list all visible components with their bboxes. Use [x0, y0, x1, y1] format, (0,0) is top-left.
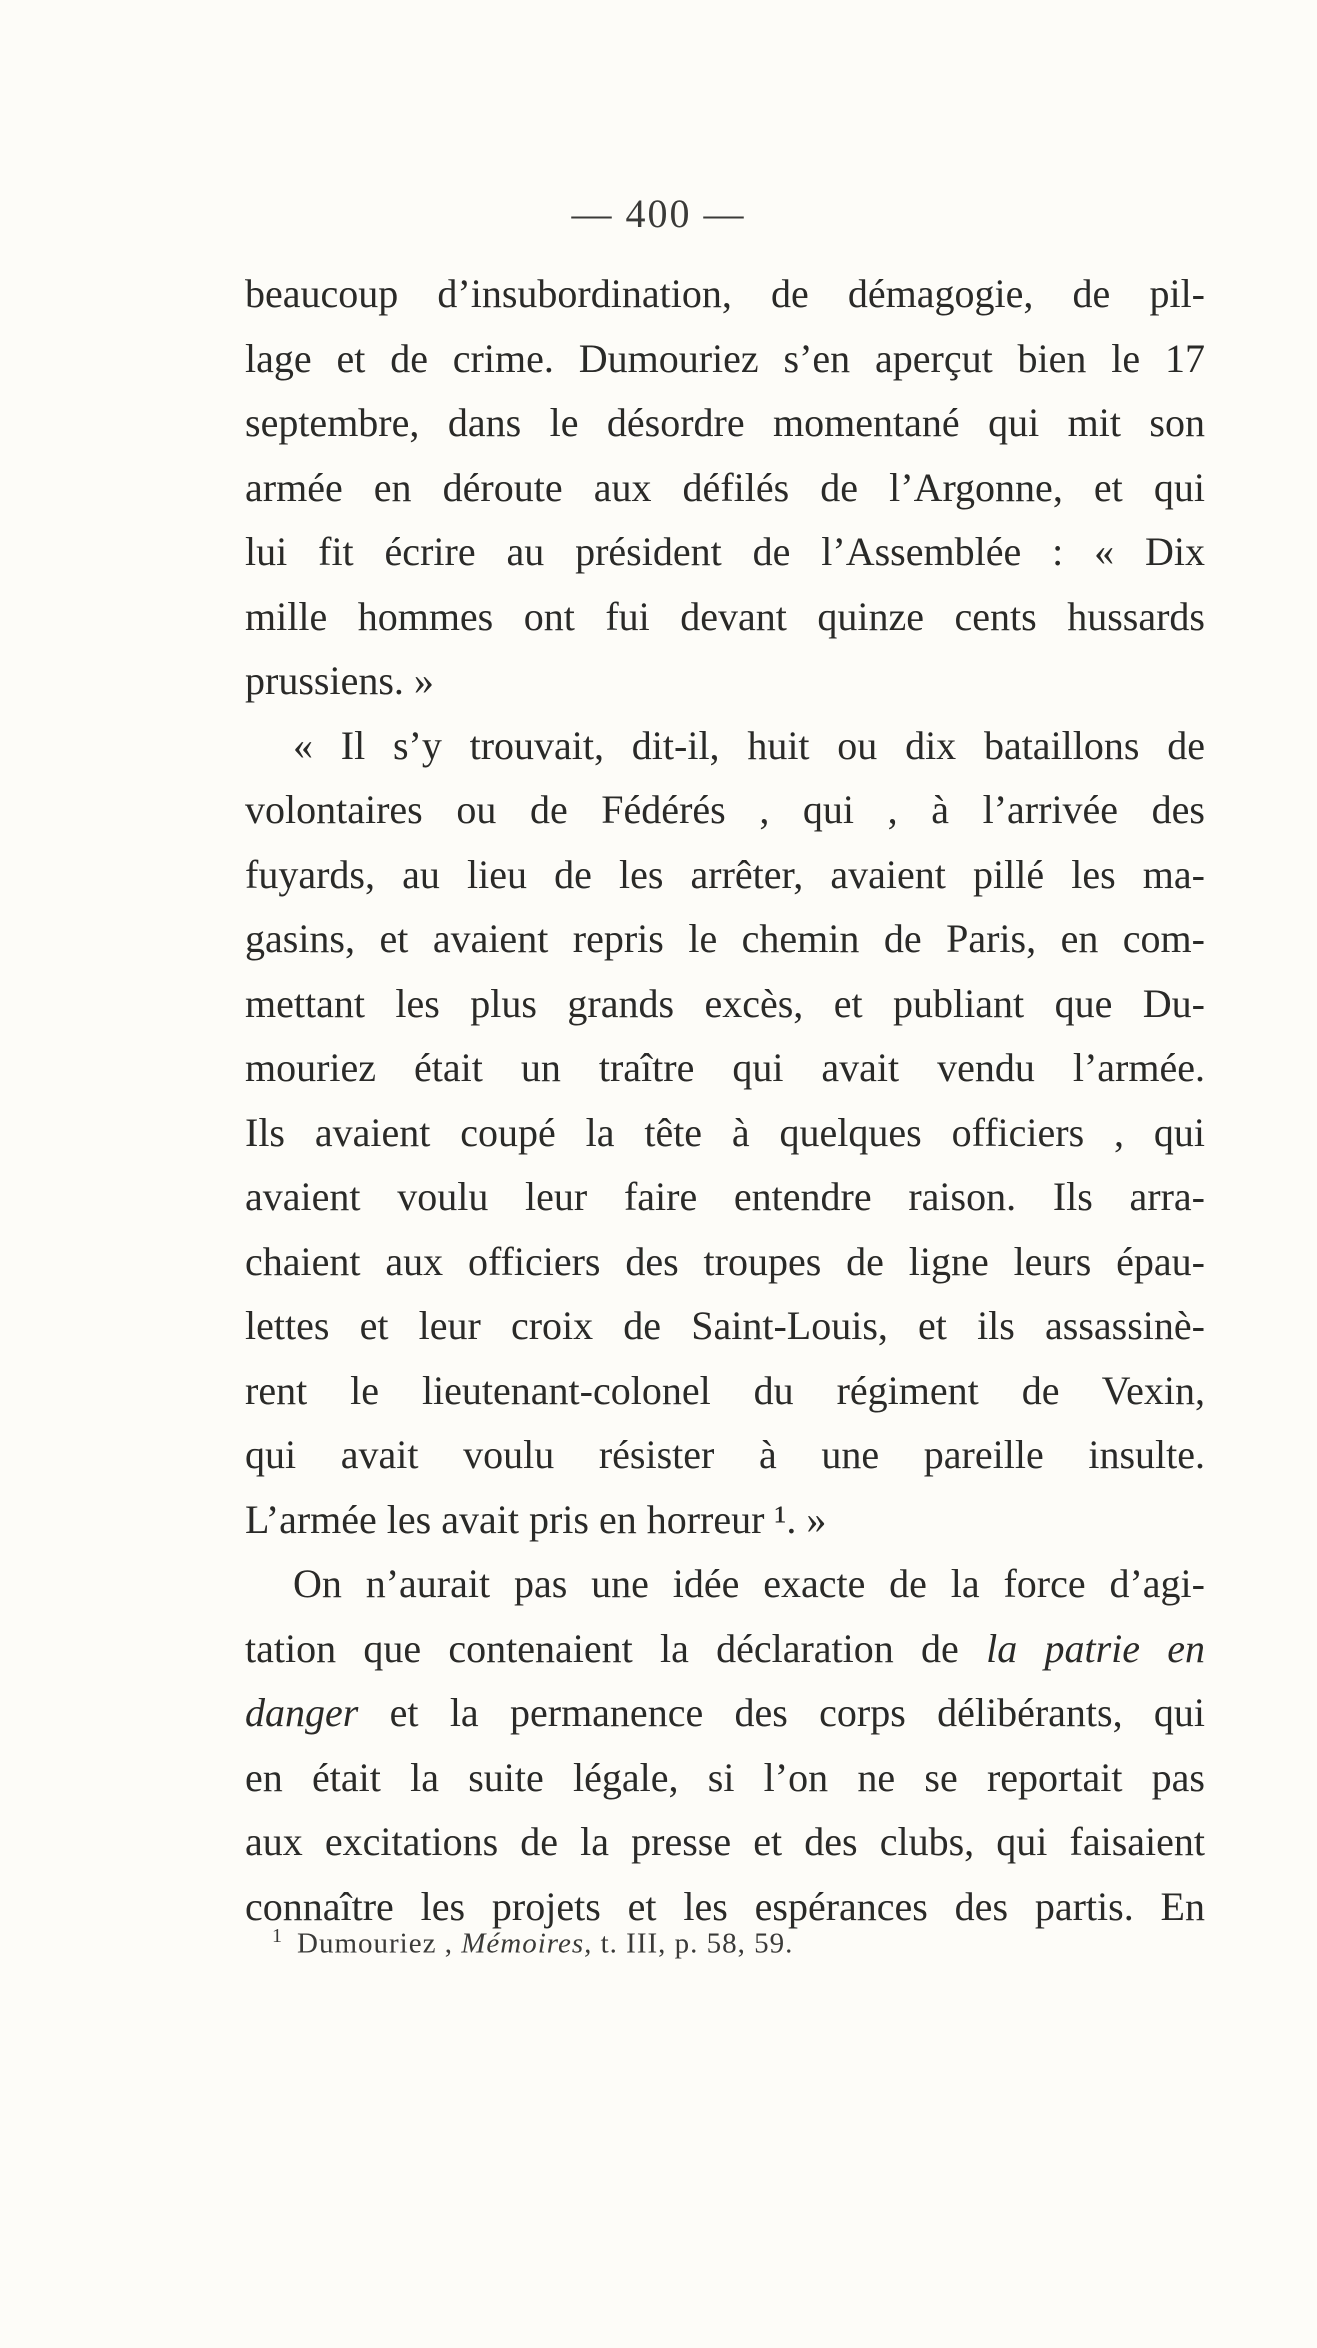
text-line: lage et de crime. Dumouriez s’en aperçut bien le 17 — [245, 335, 1205, 381]
text-line: beaucoup d’insubordination, de démagogie, de pil- — [245, 271, 1205, 316]
text-line — [245, 1617, 1205, 1682]
text-line: gasins, et avaient repris le chemin de Paris, en com- — [245, 916, 1205, 961]
text-line: mettant les plus grands excès, et publiant que Du- — [245, 980, 1205, 1026]
page-number: — 400 — — [571, 191, 746, 236]
text-line: mille hommes ont fui devant quinze cents hussards — [245, 593, 1205, 639]
text-line: prussiens. » — [245, 658, 434, 703]
text-line — [245, 1681, 1205, 1746]
body-text — [245, 262, 1205, 1939]
text-segment: et la permanence des corps délibérants, qui — [389, 1690, 1206, 1735]
text-line: « Il s’y trouvait, dit-il, huit ou dix bataillons de — [293, 722, 1205, 768]
text-line: mouriez était un traître qui avait vendu l’armée. — [245, 1045, 1205, 1090]
text-line: qui avait voulu résister à une pareille insulte. — [245, 1432, 1205, 1477]
text-line: armée en déroute aux défilés de l’Argonne, et qui — [245, 464, 1205, 510]
italic-phrase: la patrie en — [986, 1625, 1206, 1671]
text-line: avaient voulu leur faire entendre raison. Ils arra- — [245, 1174, 1205, 1219]
text-line: L’armée les avait pris en horreur ¹. » — [245, 1496, 827, 1542]
footnote-work: Mémoires, — [461, 1927, 593, 1960]
text-line: chaient aux officiers des troupes de ligne leurs épau- — [245, 1238, 1205, 1284]
text-line: fuyards, au lieu de les arrêter, avaient pillé les ma- — [245, 851, 1205, 897]
text-line: connaître les projets et les espérances des partis. En — [245, 1883, 1205, 1929]
text-line: aux excitations de la presse et des clubs, qui faisaient — [245, 1819, 1205, 1864]
text-line: On n’aurait pas une idée exacte de la force d’agi- — [293, 1561, 1205, 1606]
text-segment: tation que contenaient la déclaration de — [245, 1625, 959, 1671]
text-line: en était la suite légale, si l’on ne se reportait pas — [245, 1754, 1205, 1800]
text-line: lui fit écrire au président de l’Assemblée : « Dix — [245, 529, 1205, 574]
footnote-reference: t. III, p. 58, 59. — [600, 1927, 794, 1960]
text-line: volontaires ou de Fédérés , qui , à l’arrivée des — [245, 787, 1205, 832]
text-line: Ils avaient coupé la tête à quelques officiers , qui — [245, 1109, 1205, 1155]
footnote-marker: 1 — [272, 1925, 283, 1947]
footnote — [272, 1925, 793, 1961]
footnote-author: Dumouriez , — [297, 1927, 453, 1960]
text-line: rent le lieutenant-colonel du régiment de Vexin, — [245, 1367, 1205, 1413]
italic-phrase: danger — [245, 1690, 359, 1735]
text-line: lettes et leur croix de Saint-Louis, et ils assassinè- — [245, 1303, 1205, 1348]
text-line: septembre, dans le désordre momentané qui mit son — [245, 400, 1205, 445]
